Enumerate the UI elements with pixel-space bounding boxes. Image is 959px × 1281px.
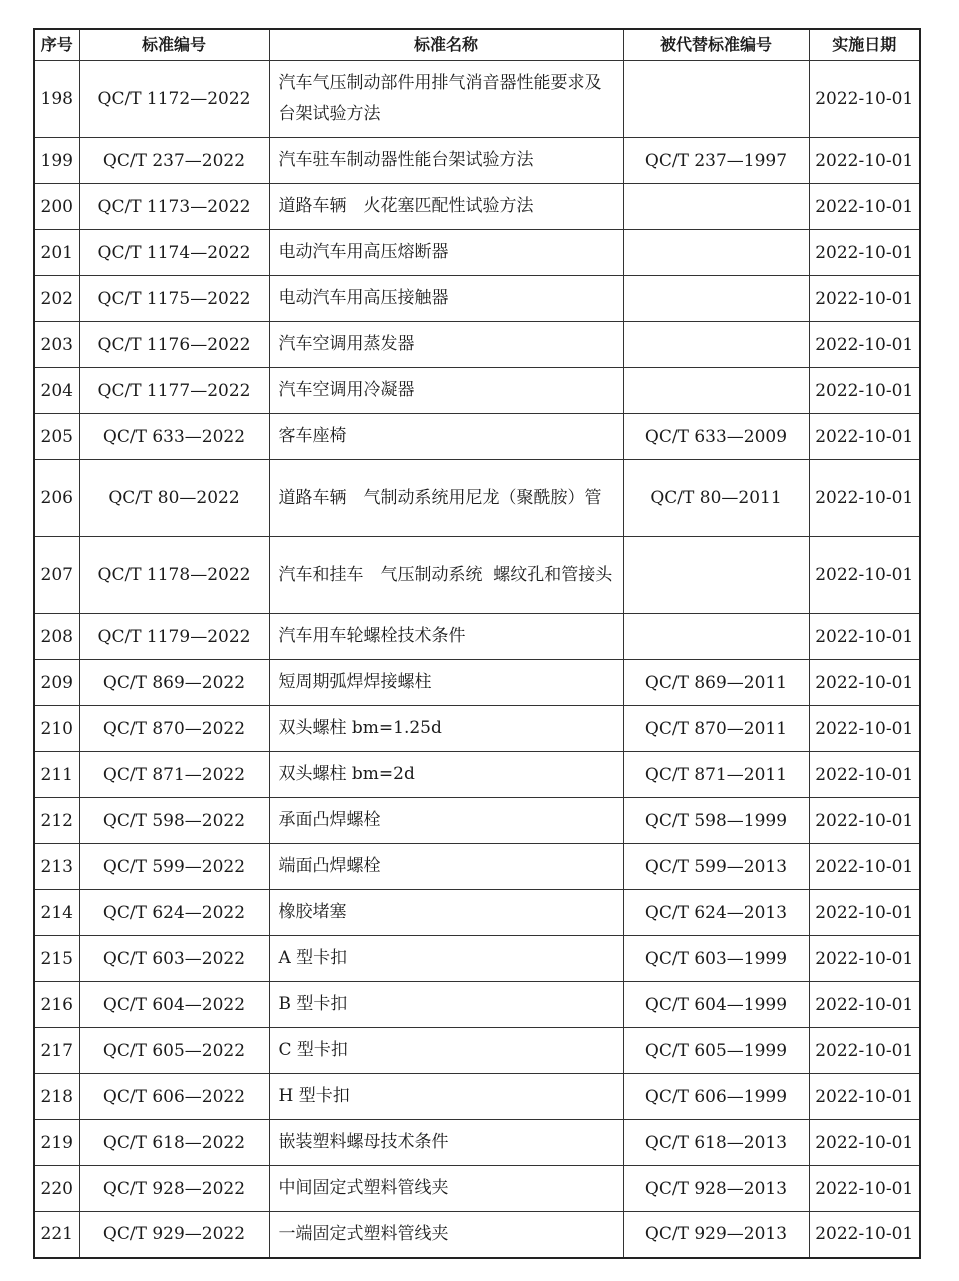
cell-date: 2022-10-01 bbox=[809, 537, 920, 614]
cell-code: QC/T 1175—2022 bbox=[79, 276, 269, 322]
cell-replaced: QC/T 80—2011 bbox=[623, 460, 809, 537]
cell-replaced: QC/T 603—1999 bbox=[623, 936, 809, 982]
table-row bbox=[34, 1166, 920, 1212]
table-row bbox=[34, 184, 920, 230]
cell-code: QC/T 1172—2022 bbox=[79, 61, 269, 138]
table-header bbox=[34, 29, 920, 61]
cell-seq: 200 bbox=[34, 184, 79, 230]
header-code: 标准编号 bbox=[79, 29, 269, 61]
cell-seq: 214 bbox=[34, 890, 79, 936]
cell-seq: 206 bbox=[34, 460, 79, 537]
cell-seq: 217 bbox=[34, 1028, 79, 1074]
cell-seq: 207 bbox=[34, 537, 79, 614]
cell-date: 2022-10-01 bbox=[809, 1120, 920, 1166]
cell-date: 2022-10-01 bbox=[809, 752, 920, 798]
table-row bbox=[34, 844, 920, 890]
cell-name: 客车座椅 bbox=[269, 414, 623, 460]
cell-code: QC/T 599—2022 bbox=[79, 844, 269, 890]
cell-date: 2022-10-01 bbox=[809, 1028, 920, 1074]
cell-name: 嵌装塑料螺母技术条件 bbox=[269, 1120, 623, 1166]
cell-replaced: QC/T 871—2011 bbox=[623, 752, 809, 798]
cell-seq: 208 bbox=[34, 614, 79, 660]
cell-name: B 型卡扣 bbox=[269, 982, 623, 1028]
cell-replaced bbox=[623, 537, 809, 614]
cell-date: 2022-10-01 bbox=[809, 936, 920, 982]
cell-date: 2022-10-01 bbox=[809, 798, 920, 844]
cell-seq: 218 bbox=[34, 1074, 79, 1120]
cell-seq: 212 bbox=[34, 798, 79, 844]
cell-date: 2022-10-01 bbox=[809, 460, 920, 537]
cell-replaced: QC/T 598—1999 bbox=[623, 798, 809, 844]
cell-seq: 203 bbox=[34, 322, 79, 368]
cell-name: 汽车空调用冷凝器 bbox=[269, 368, 623, 414]
cell-name: 中间固定式塑料管线夹 bbox=[269, 1166, 623, 1212]
cell-replaced bbox=[623, 368, 809, 414]
cell-seq: 220 bbox=[34, 1166, 79, 1212]
cell-code: QC/T 598—2022 bbox=[79, 798, 269, 844]
cell-name: 汽车气压制动部件用排气消音器性能要求及台架试验方法 bbox=[269, 61, 623, 138]
cell-seq: 219 bbox=[34, 1120, 79, 1166]
cell-name: 短周期弧焊焊接螺柱 bbox=[269, 660, 623, 706]
table-row bbox=[34, 322, 920, 368]
cell-date: 2022-10-01 bbox=[809, 844, 920, 890]
cell-code: QC/T 606—2022 bbox=[79, 1074, 269, 1120]
header-replaced: 被代替标准编号 bbox=[623, 29, 809, 61]
cell-seq: 215 bbox=[34, 936, 79, 982]
cell-code: QC/T 869—2022 bbox=[79, 660, 269, 706]
cell-replaced bbox=[623, 61, 809, 138]
header-row bbox=[34, 29, 920, 61]
table-row bbox=[34, 752, 920, 798]
table-row bbox=[34, 614, 920, 660]
cell-seq: 221 bbox=[34, 1212, 79, 1258]
cell-code: QC/T 618—2022 bbox=[79, 1120, 269, 1166]
cell-replaced: QC/T 929—2013 bbox=[623, 1212, 809, 1258]
table-row bbox=[34, 982, 920, 1028]
cell-name: 汽车和挂车 气压制动系统 螺纹孔和管接头 bbox=[269, 537, 623, 614]
cell-code: QC/T 1174—2022 bbox=[79, 230, 269, 276]
cell-seq: 210 bbox=[34, 706, 79, 752]
header-seq: 序号 bbox=[34, 29, 79, 61]
cell-code: QC/T 1173—2022 bbox=[79, 184, 269, 230]
cell-name: 一端固定式塑料管线夹 bbox=[269, 1212, 623, 1258]
cell-date: 2022-10-01 bbox=[809, 982, 920, 1028]
cell-name: 电动汽车用高压熔断器 bbox=[269, 230, 623, 276]
table-row bbox=[34, 61, 920, 138]
table-row bbox=[34, 414, 920, 460]
cell-name: 电动汽车用高压接触器 bbox=[269, 276, 623, 322]
cell-date: 2022-10-01 bbox=[809, 368, 920, 414]
cell-code: QC/T 80—2022 bbox=[79, 460, 269, 537]
cell-code: QC/T 237—2022 bbox=[79, 138, 269, 184]
table-row bbox=[34, 230, 920, 276]
table-row bbox=[34, 138, 920, 184]
cell-replaced: QC/T 599—2013 bbox=[623, 844, 809, 890]
cell-code: QC/T 604—2022 bbox=[79, 982, 269, 1028]
table-row bbox=[34, 1028, 920, 1074]
cell-seq: 216 bbox=[34, 982, 79, 1028]
table-row bbox=[34, 460, 920, 537]
cell-name: 橡胶堵塞 bbox=[269, 890, 623, 936]
table-row bbox=[34, 1074, 920, 1120]
cell-seq: 202 bbox=[34, 276, 79, 322]
cell-seq: 205 bbox=[34, 414, 79, 460]
cell-seq: 201 bbox=[34, 230, 79, 276]
cell-date: 2022-10-01 bbox=[809, 1074, 920, 1120]
cell-date: 2022-10-01 bbox=[809, 138, 920, 184]
cell-replaced: QC/T 618—2013 bbox=[623, 1120, 809, 1166]
cell-name: 汽车驻车制动器性能台架试验方法 bbox=[269, 138, 623, 184]
table-row bbox=[34, 276, 920, 322]
cell-code: QC/T 1179—2022 bbox=[79, 614, 269, 660]
cell-name: 汽车空调用蒸发器 bbox=[269, 322, 623, 368]
standards-table bbox=[33, 28, 921, 1259]
cell-date: 2022-10-01 bbox=[809, 184, 920, 230]
cell-name: 道路车辆 火花塞匹配性试验方法 bbox=[269, 184, 623, 230]
cell-code: QC/T 1178—2022 bbox=[79, 537, 269, 614]
table-body bbox=[34, 61, 920, 1258]
cell-date: 2022-10-01 bbox=[809, 706, 920, 752]
table-row bbox=[34, 936, 920, 982]
cell-replaced: QC/T 604—1999 bbox=[623, 982, 809, 1028]
cell-seq: 211 bbox=[34, 752, 79, 798]
cell-date: 2022-10-01 bbox=[809, 414, 920, 460]
cell-replaced: QC/T 606—1999 bbox=[623, 1074, 809, 1120]
cell-name: 双头螺柱 bm=1.25d bbox=[269, 706, 623, 752]
cell-code: QC/T 1176—2022 bbox=[79, 322, 269, 368]
table-row bbox=[34, 1212, 920, 1258]
cell-code: QC/T 928—2022 bbox=[79, 1166, 269, 1212]
cell-name: 双头螺柱 bm=2d bbox=[269, 752, 623, 798]
cell-seq: 199 bbox=[34, 138, 79, 184]
cell-name: C 型卡扣 bbox=[269, 1028, 623, 1074]
cell-replaced bbox=[623, 276, 809, 322]
table-row bbox=[34, 890, 920, 936]
cell-date: 2022-10-01 bbox=[809, 1212, 920, 1258]
table-row bbox=[34, 798, 920, 844]
cell-code: QC/T 929—2022 bbox=[79, 1212, 269, 1258]
cell-code: QC/T 870—2022 bbox=[79, 706, 269, 752]
cell-replaced bbox=[623, 230, 809, 276]
cell-date: 2022-10-01 bbox=[809, 614, 920, 660]
cell-name: 汽车用车轮螺栓技术条件 bbox=[269, 614, 623, 660]
cell-code: QC/T 624—2022 bbox=[79, 890, 269, 936]
cell-code: QC/T 603—2022 bbox=[79, 936, 269, 982]
cell-name: 端面凸焊螺栓 bbox=[269, 844, 623, 890]
cell-date: 2022-10-01 bbox=[809, 660, 920, 706]
cell-replaced: QC/T 869—2011 bbox=[623, 660, 809, 706]
cell-replaced: QC/T 870—2011 bbox=[623, 706, 809, 752]
table-row bbox=[34, 660, 920, 706]
cell-name: A 型卡扣 bbox=[269, 936, 623, 982]
cell-date: 2022-10-01 bbox=[809, 276, 920, 322]
cell-seq: 209 bbox=[34, 660, 79, 706]
table-row bbox=[34, 706, 920, 752]
table-row bbox=[34, 1120, 920, 1166]
cell-replaced bbox=[623, 322, 809, 368]
cell-code: QC/T 605—2022 bbox=[79, 1028, 269, 1074]
cell-name: 道路车辆 气制动系统用尼龙（聚酰胺）管 bbox=[269, 460, 623, 537]
header-name: 标准名称 bbox=[269, 29, 623, 61]
cell-date: 2022-10-01 bbox=[809, 61, 920, 138]
cell-code: QC/T 633—2022 bbox=[79, 414, 269, 460]
cell-replaced: QC/T 624—2013 bbox=[623, 890, 809, 936]
cell-code: QC/T 1177—2022 bbox=[79, 368, 269, 414]
cell-seq: 204 bbox=[34, 368, 79, 414]
cell-replaced: QC/T 605—1999 bbox=[623, 1028, 809, 1074]
cell-date: 2022-10-01 bbox=[809, 1166, 920, 1212]
header-date: 实施日期 bbox=[809, 29, 920, 61]
table-row bbox=[34, 368, 920, 414]
cell-replaced bbox=[623, 184, 809, 230]
cell-date: 2022-10-01 bbox=[809, 230, 920, 276]
cell-name: H 型卡扣 bbox=[269, 1074, 623, 1120]
cell-replaced: QC/T 928—2013 bbox=[623, 1166, 809, 1212]
cell-replaced: QC/T 237—1997 bbox=[623, 138, 809, 184]
cell-seq: 198 bbox=[34, 61, 79, 138]
table-row bbox=[34, 537, 920, 614]
cell-code: QC/T 871—2022 bbox=[79, 752, 269, 798]
cell-date: 2022-10-01 bbox=[809, 890, 920, 936]
cell-seq: 213 bbox=[34, 844, 79, 890]
cell-replaced bbox=[623, 614, 809, 660]
cell-date: 2022-10-01 bbox=[809, 322, 920, 368]
cell-replaced: QC/T 633—2009 bbox=[623, 414, 809, 460]
cell-name: 承面凸焊螺栓 bbox=[269, 798, 623, 844]
